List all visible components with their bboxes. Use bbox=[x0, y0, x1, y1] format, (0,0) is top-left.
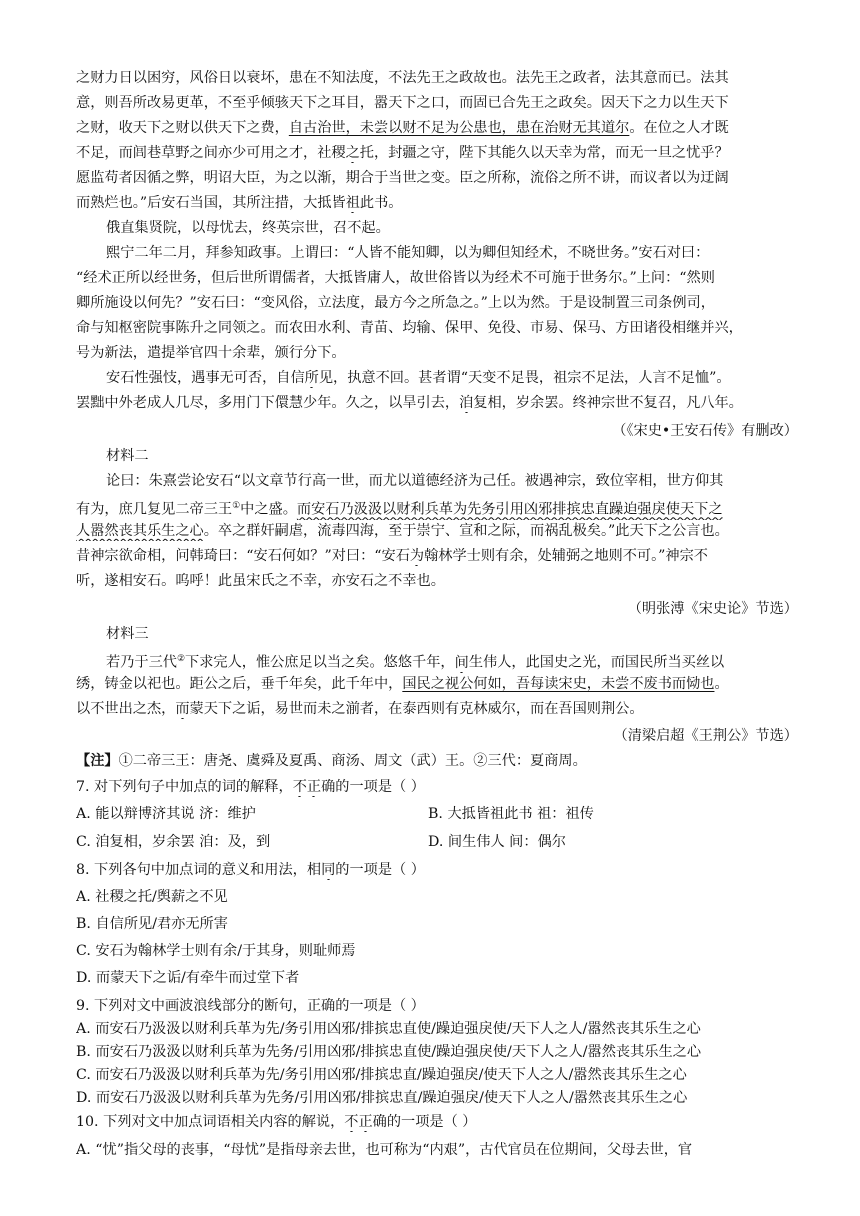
option-d: D. 而蒙天下之诟/有牵牛而过堂下者 bbox=[76, 970, 300, 986]
dotted-word: 而 bbox=[175, 701, 190, 717]
option-a: A. 社稷之托/舆薪之不见 bbox=[76, 889, 228, 905]
option-c: C. 洎复相，岁余罢 洎：及，到 bbox=[76, 834, 271, 850]
passage-line: 绣，铸金以祀也。距公之后，垂千年矣，此千年中，国民之视公何如，吾每读宋史，未尝不废书而恸也。 bbox=[76, 676, 729, 692]
passage-line: 熙宁二年二月，拜参知政事。上谓曰：“人皆不能知卿，以为卿但知经术，不晓世务。”安石对曰： bbox=[106, 245, 710, 261]
question-10-stem: 10. 下列对文中加点词语相关内容的解说，不正确的一项是（ ） bbox=[76, 1114, 477, 1130]
passage-line: 卿所施设以何先？”安石曰：“变风俗，立法度，最方今之所急之。”上以为然。于是设制置三司条例司， bbox=[76, 295, 715, 311]
passage-line: “经术正所以经世务，但后世所谓儒者，大抵皆庸人，故世俗皆以为经术不可施于世务尔。”上问：“然则 bbox=[76, 270, 715, 286]
dotted-word: 为 bbox=[409, 548, 425, 564]
option-b: B. 大抵皆祖此书 祖：祖传 bbox=[428, 806, 594, 822]
option-d: D. 而安石乃汲汲以财利兵革为先务/引用凶邪/排摈忠直/躁迫强戾/使天下人之人/嚣然丧其乐生之心 bbox=[76, 1090, 688, 1106]
wavy-underlined-phrase: 而安石乃汲汲以财利兵革为先务引用凶邪排摈忠直躁迫强戾使天下之 bbox=[296, 501, 723, 518]
option-a: A. 而安石乃汲汲以财利兵革为先/务引用凶邪/排摈忠直使/躁迫强戾使/天下人之人/嚣然丧其乐生之心 bbox=[76, 1021, 701, 1037]
passage-line: 不足，而闾巷草野之间亦少可用之才，社稷之托，封疆之守，陛下其能久以天幸为常，而无一旦之忧乎？ bbox=[76, 145, 729, 161]
passage-line: 罢黜中外老成人几尽，多用门下儇慧少年。久之，以旱引去，洎复相，岁余罢。终神宗世不复召，凡八年。 bbox=[76, 395, 743, 411]
footnote-marker: ② bbox=[176, 654, 186, 664]
question-7-options-row bbox=[76, 832, 796, 852]
option-d: D. 间生伟人 间：偶尔 bbox=[428, 834, 566, 850]
option-c: C. 而安石乃汲汲以财利兵革为先/务引用凶邪/排摈忠直/躁迫强戾/使天下人之人/嚣然丧其乐生之心 bbox=[76, 1067, 687, 1083]
passage-line: 愿监苟者因循之弊，明诏大臣，为之以渐，期合于当世之变。臣之所称，流俗之所不讲，而议者以为迂阔 bbox=[76, 170, 729, 186]
passage-line: 有为，庶几复见二帝三王①中之盛。而安石乃汲汲以财利兵革为先务引用凶邪排摈忠直躁迫强戾使天下之 bbox=[76, 501, 723, 518]
question-7-stem: 7. 对下列句子中加点的词的解释，不正确的一项是（ ） bbox=[76, 779, 425, 795]
question-9-stem: 9. 下列对文中画波浪线部分的断句，正确的一项是（ ） bbox=[76, 998, 425, 1014]
passage-line: 俄直集贤院，以母忧去，终英宗世，召不起。 bbox=[106, 220, 390, 236]
dotted-word: 正 bbox=[358, 1114, 373, 1130]
dotted-word: 之 bbox=[345, 145, 360, 161]
passage-line: 之财，收天下之财以供天下之费，自古治世，未尝以财不足为公患也，患在治财无其道尔。在位之人才既 bbox=[76, 120, 729, 136]
passage-line: 意，则吾所改易更革，不至乎倾骇天下之耳目，嚣天下之口，而固已合先王之政矣。因天下之力以生天下 bbox=[76, 95, 729, 111]
passage-line: 号为新法，遣提举官四十余辈，颁行分下。 bbox=[76, 345, 346, 361]
material-heading: 材料二 bbox=[106, 448, 149, 464]
passage-line: 论曰：朱熹尝论安石“以文章节行高一世，而尤以道德经济为己任。被遇神宗，致位宰相，世方仰其 bbox=[106, 473, 724, 489]
dotted-word: 不 bbox=[344, 1114, 359, 1130]
passage-line: 命与知枢密院事陈升之同领之。而农田水利、青苗、均输、保甲、免役、市易、保马、方田诸役相继并兴， bbox=[76, 320, 743, 336]
passage-line: 昔神宗欲命相，问韩琦曰：“安石何如？”对曰：“安石为翰林学士则有余，处辅弼之地则不可。”神宗不 bbox=[76, 548, 708, 564]
dotted-word: 所 bbox=[304, 370, 319, 386]
option-b: B. 自信所见/君亦无所害 bbox=[76, 916, 228, 932]
passage-line: 之财力日以困穷，风俗日以衰坏，患在不知法度，不法先王之政故也。法先王之政者，法其意而已。法其 bbox=[76, 70, 729, 86]
dotted-word: 同 bbox=[321, 862, 336, 878]
dotted-word: 正 bbox=[306, 779, 322, 795]
passage-line: 若乃于三代②下求完人，惟公庶足以当之矣。悠悠千年，间生伟人，此国史之光，而国民所当买丝以 bbox=[106, 654, 725, 671]
passage-line: 以不世出之杰，而蒙天下之诟，易世而未之湔者，在泰西则有克林威尔，而在吾国则荆公。 bbox=[76, 701, 644, 717]
option-c: C. 安石为翰林学士则有余/于其身，则耻师焉 bbox=[76, 943, 356, 959]
material-heading: 材料三 bbox=[106, 626, 149, 642]
footnote: 【注】①二帝三王：唐尧、虞舜及夏禹、商汤、周文（武）王。②三代：夏商周。 bbox=[76, 753, 587, 769]
dotted-word: 不 bbox=[292, 779, 307, 795]
passage-line: 人嚣然丧其乐生之心。卒之群奸嗣虐，流毒四海，至于崇宁、宣和之际，而祸乱极矣。”此天下之公言也。 bbox=[76, 523, 729, 539]
question-7-options-row bbox=[76, 804, 796, 824]
passage-line: 而熟烂也。”后安石当国，其所注措，大抵皆祖此书。 bbox=[76, 195, 403, 211]
passage-line: 听，遂相安石。呜呼！此虽宋氏之不幸，亦安石之不幸也。 bbox=[76, 573, 445, 589]
dotted-word: 祖 bbox=[345, 195, 360, 211]
source-citation: （《宋史•王安石传》有删改） bbox=[612, 423, 798, 439]
dotted-word: 间 bbox=[454, 654, 469, 671]
option-a: A. “忧”指父母的丧事，“母忧”是指母亲去世，也可称为“内艰”，古代官员在位期间，父母去世，官 bbox=[76, 1142, 693, 1158]
source-citation: （清梁启超《王荆公》节选） bbox=[613, 728, 798, 744]
source-citation: （明张溥《宋史论》节选） bbox=[627, 601, 798, 617]
question-8-stem: 8. 下列各句中加点词的意义和用法，相同的一项是（ ） bbox=[76, 862, 425, 878]
wavy-underlined-phrase: 人嚣然丧其乐生之心 bbox=[76, 523, 204, 539]
option-a: A. 能以辩博济其说 济：维护 bbox=[76, 806, 256, 822]
dotted-word: 洎 bbox=[459, 395, 474, 411]
underlined-phrase: 自古治世，未尝以财不足为公患也，患在治财无其道尔 bbox=[288, 120, 630, 136]
underlined-phrase: 国民之视公何如，吾每读宋史，未尝不废书而恸也 bbox=[402, 676, 715, 692]
footnote-marker: ① bbox=[232, 501, 241, 511]
passage-line: 安石性强忮，遇事无可否，自信所见，执意不回。甚者谓“天变不足畏，祖宗不足法，人言不足恤”。 bbox=[106, 370, 731, 386]
option-b: B. 而安石乃汲汲以财利兵革为先务/引用凶邪/排摈忠直使/躁迫强戾使/天下人之人/嚣然丧其乐生之心 bbox=[76, 1044, 702, 1060]
